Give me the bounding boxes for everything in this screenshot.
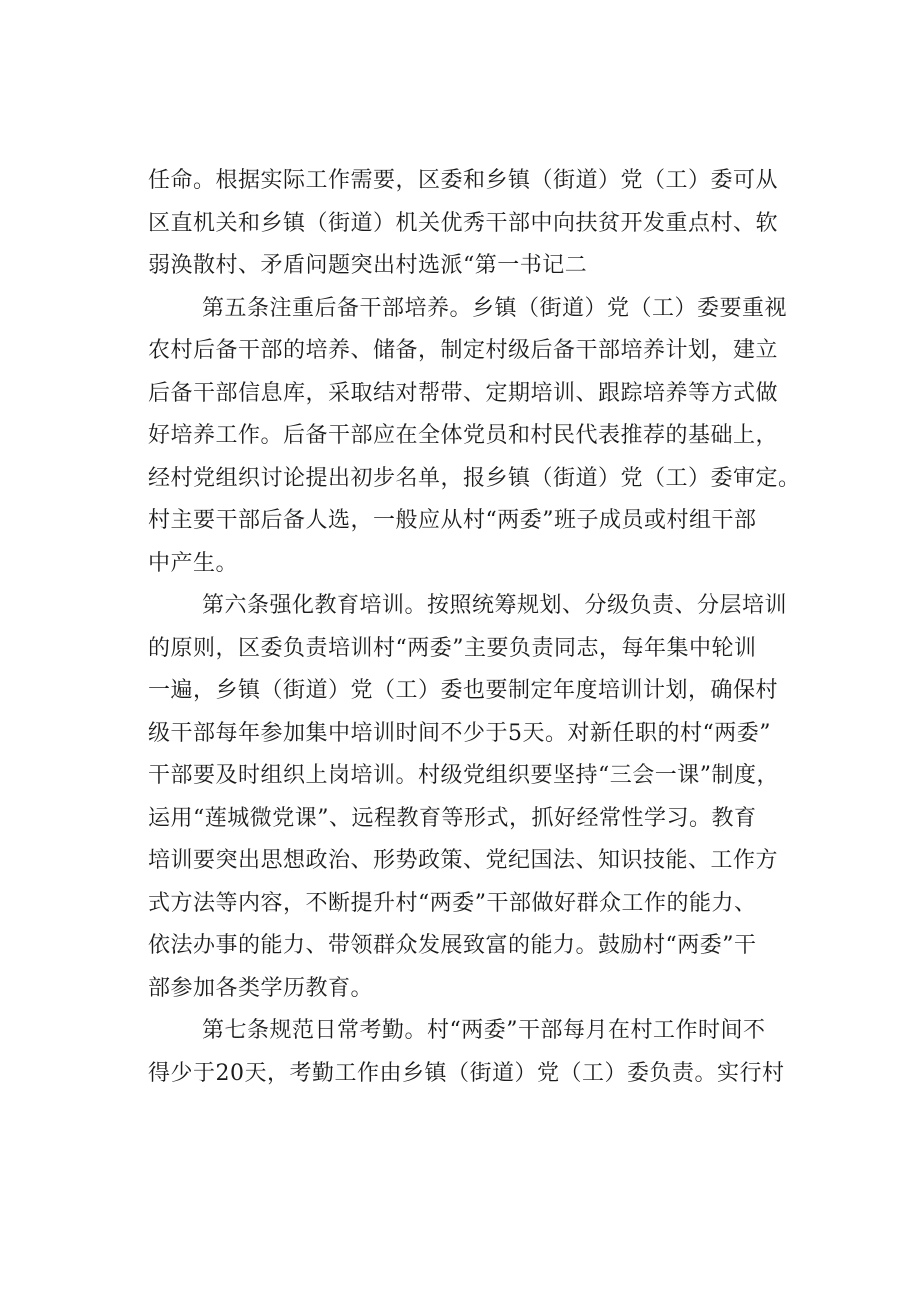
- text-line: 一遍，乡镇（街道）党（工）委也要制定年度培训计划，确保村: [148, 678, 779, 703]
- text-line: 区直机关和乡镇（街道）机关优秀干部中向扶贫开发重点村、软: [148, 210, 779, 236]
- text-line: 式方法等内容，不断提升村“两委”干部做好群众工作的能力、: [148, 890, 757, 916]
- text-line: 第六条强化教育培训。按照统筹规划、分级负责、分层培训: [202, 593, 788, 618]
- text-line: 任命。根据实际工作需要，区委和乡镇（街道）党（工）委可从: [148, 168, 779, 193]
- text-line: 第五条注重后备干部培养。乡镇（街道）党（工）委要重视: [202, 295, 788, 321]
- text-line: 运用“莲城微党课”、远程教育等形式，抓好经常性学习。教育: [148, 805, 757, 831]
- text-line: 干部要及时组织上岗培训。村级党组织要坚持“三会一课”制度，: [148, 763, 779, 788]
- text-line: 得少于20天，考勤工作由乡镇（街道）党（工）委负责。实行村: [148, 1060, 785, 1086]
- text-line: 的原则，区委负责培训村“两委”主要负责同志，每年集中轮训: [148, 635, 757, 661]
- text-line: 依法办事的能力、带领群众发展致富的能力。鼓励村“两委”干: [148, 933, 757, 958]
- text-line: 中产生。: [148, 550, 239, 576]
- text-line: 部参加各类学历教育。: [148, 975, 374, 1001]
- text-line: 弱涣散村、矛盾问题突出村选派“第一书记二: [148, 253, 588, 278]
- document-body: [148, 160, 808, 1095]
- text-line: 农村后备干部的培养、储备，制定村级后备干部培养计划，建立: [148, 338, 779, 363]
- text-line: 后备干部信息库，采取结对帮带、定期培训、跟踪培养等方式做: [148, 380, 779, 406]
- text-line: 好培养工作。后备干部应在全体党员和村民代表推荐的基础上，: [148, 423, 779, 448]
- text-line: 村主要干部后备人选，一般应从村“两委”班子成员或村组干部: [148, 508, 757, 533]
- text-line: 级干部每年参加集中培训时间不少于5天。对新任职的村“两委”: [148, 720, 771, 746]
- text-line: 培训要突出思想政治、形势政策、党纪国法、知识技能、工作方: [148, 848, 779, 873]
- text-line: 第七条规范日常考勤。村“两委”干部每月在村工作时间不: [202, 1018, 766, 1043]
- text-line: 经村党组织讨论提出初步名单，报乡镇（街道）党（工）委审定。: [148, 465, 801, 491]
